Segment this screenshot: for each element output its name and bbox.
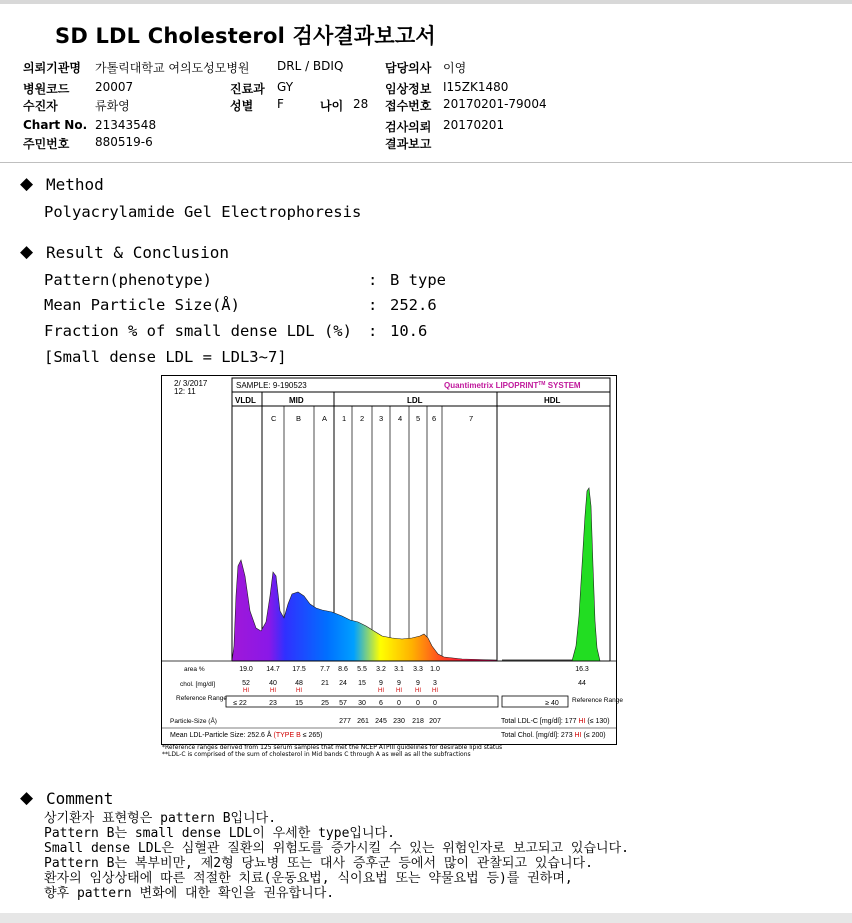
comment-line: 향후 pattern 변화에 대한 확인을 권유합니다. [44,886,335,901]
svg-text:3.2: 3.2 [376,666,386,673]
svg-text:48: 48 [295,680,303,687]
region-ldl: LDL [407,396,423,405]
svg-text:0: 0 [397,700,401,707]
svg-text:17.5: 17.5 [292,666,306,673]
svg-text:207: 207 [429,718,441,725]
comment-line: 상기환자 표현형은 pattern B입니다. [44,811,277,826]
pattern-sep: : [368,271,378,289]
svg-text:HI: HI [296,688,302,694]
report-label: 결과보고 [385,137,432,151]
report-title: SD LDL Cholesterol 검사결과보고서 [55,24,436,48]
svg-text:9: 9 [379,680,383,687]
request-value: 20170201 [443,118,505,132]
dept-code: DRL / BDIQ [277,59,344,73]
comment-line: Small dense LDL은 심혈관 질환의 위험도를 증가시킬 수 있는 위험인자로 보고되고 있습니다. [44,841,629,856]
svg-text:16.3: 16.3 [575,666,589,673]
chart-time: 12: 11 [174,387,196,396]
svg-text:24: 24 [339,680,347,687]
sex-label: 성별 [230,99,254,113]
svg-text:9: 9 [416,680,420,687]
clinical-info-label: 임상정보 [385,82,432,96]
svg-text:0: 0 [416,700,420,707]
patient-label: 수진자 [23,99,58,113]
svg-text:≤ 22: ≤ 22 [233,700,247,707]
svg-text:9: 9 [397,680,401,687]
region-hdl: HDL [544,396,561,405]
chol-values [242,680,586,687]
comment-line: Pattern B는 small dense LDL이 우세한 type입니다. [44,826,395,841]
band-label: 1 [342,414,347,423]
row-size-label: Particle-Size (Å) [170,718,217,725]
comment-line: Pattern B는 복부비만, 제2형 당뇨병 또는 대사 증후군 등에서 많이 관찰되고 있습니다. [44,856,593,871]
row-area-label: area % [184,666,205,673]
band-label: C [271,414,277,423]
hospital-code-label: 병원코드 [23,82,70,96]
patient-value: 류화영 [95,99,130,113]
lipoprint-svg [162,376,623,744]
svg-text:40: 40 [269,680,277,687]
doctor-value: 이영 [443,61,467,75]
pattern-value: B type [390,271,446,289]
chart-no-value: 21343548 [95,118,157,132]
comment-line: 환자의 임상상태에 따른 적절한 치료(운동요법, 식이요법 또는 약물요법 등)를 권하며, [44,871,573,886]
method-text: Polyacrylamide Gel Electrophoresis [44,203,362,221]
svg-text:245: 245 [375,718,387,725]
row-chol-label: chol. [mg/dl] [180,681,216,688]
svg-text:HI: HI [378,688,384,694]
particle-size-label: Mean Particle Size(Å) [44,296,240,314]
result-heading: Result & Conclusion [46,243,230,262]
resident-value: 880519-6 [95,135,153,149]
total-ldl: Total LDL-C [mg/dl]: 177 HI (≤ 130) [501,718,610,725]
receipt-value: 20170201-79004 [443,97,547,111]
svg-text:6: 6 [379,700,383,707]
hi-flags [243,688,438,694]
size-values [339,718,441,725]
chart-system-name: Quantimetrix LIPOPRINT™ SYSTEM [444,381,581,390]
pattern-label: Pattern(phenotype) [44,271,212,289]
chart-no-label: Chart No. [23,118,88,132]
chart-date: 2/ 3/2017 [174,379,208,388]
band-label: 6 [432,414,437,423]
clinic-label: 진료과 [230,82,265,96]
svg-text:23: 23 [269,700,277,707]
particle-size-sep: : [368,296,378,314]
svg-text:277: 277 [339,718,351,725]
svg-text:25: 25 [321,700,329,707]
age-value: 28 [353,97,369,111]
chart-sample: SAMPLE: 9-190523 [236,381,307,390]
svg-text:19.0: 19.0 [239,666,253,673]
svg-text:21: 21 [321,680,329,687]
lipoprotein-profile [232,560,497,661]
institution-value: 가톨릭대학교 여의도성모병원 [95,61,250,75]
total-chol: Total Chol. [mg/dl]: 273 HI (≤ 200) [501,732,606,739]
svg-text:15: 15 [358,680,366,687]
region-vldl: VLDL [235,396,256,405]
svg-text:218: 218 [412,718,424,725]
svg-text:HI: HI [415,688,421,694]
request-label: 검사의뢰 [385,120,432,134]
band-label: 7 [469,414,474,423]
comment-heading: Comment [46,789,114,808]
svg-text:30: 30 [358,700,366,707]
svg-text:230: 230 [393,718,405,725]
header-divider [0,162,852,163]
svg-text:44: 44 [578,680,586,687]
method-heading: Method [46,175,104,194]
hospital-code-value: 20007 [95,80,134,94]
svg-text:15: 15 [295,700,303,707]
mean-size: Mean LDL-Particle Size: 252.6 Å (TYPE B ≤ 265) [170,732,323,739]
svg-text:≥ 40: ≥ 40 [545,700,559,707]
svg-text:7.7: 7.7 [320,666,330,673]
svg-text:0: 0 [433,700,437,707]
page-top-border [0,0,852,4]
svg-text:1.0: 1.0 [430,666,440,673]
lipoprint-report-image [161,375,623,745]
svg-text:HI: HI [243,688,249,694]
clinic-value: GY [277,80,294,94]
svg-text:3.1: 3.1 [394,666,404,673]
svg-text:HI: HI [396,688,402,694]
region-mid: MID [289,396,304,405]
page-bottom-border [0,913,852,923]
receipt-label: 접수번호 [385,99,432,113]
row-ref-label-right: Reference Range [572,697,623,704]
sex-value: F [277,97,284,111]
svg-text:HI: HI [270,688,276,694]
hdl-peak [572,488,600,661]
svg-text:14.7: 14.7 [266,666,280,673]
resident-label: 주민번호 [23,137,70,151]
diamond-bullet-icon: ◆ [20,174,34,194]
particle-size-value: 252.6 [390,296,437,314]
svg-text:5.5: 5.5 [357,666,367,673]
diamond-bullet-icon: ◆ [20,788,34,808]
row-ref-label: Reference Range [176,695,227,702]
sdldl-fraction-sep: : [368,322,378,340]
chart-footnote-2: **LDL-C is comprised of the sum of cholesterol in Mid bands C through A as well as all the subfractions [162,751,471,758]
svg-text:3.3: 3.3 [413,666,423,673]
band-label: 3 [379,414,384,423]
area-values [239,666,589,673]
age-label: 나이 [320,99,344,113]
svg-text:52: 52 [242,680,250,687]
band-label: 4 [398,414,403,423]
svg-text:8.6: 8.6 [338,666,348,673]
svg-text:3: 3 [433,680,437,687]
chart-footnote-1: *Reference ranges derived from 125 serum samples that met the NCEP ATPIII guidelines for desirable lipid status [162,744,503,751]
doctor-label: 담당의사 [385,61,432,75]
band-label: 5 [416,414,421,423]
band-label: A [322,414,328,423]
sdldl-note: [Small dense LDL = LDL3~7] [44,348,287,366]
clinical-info-value: I15ZK1480 [443,80,509,94]
svg-text:57: 57 [339,700,347,707]
svg-text:HI: HI [432,688,438,694]
institution-label: 의뢰기관명 [23,61,81,75]
diamond-bullet-icon: ◆ [20,242,34,262]
sdldl-fraction-label: Fraction % of small dense LDL (%) [44,322,352,340]
sdldl-fraction-value: 10.6 [390,322,428,340]
band-label: 2 [360,414,365,423]
ref-values [233,700,559,707]
svg-text:261: 261 [357,718,369,725]
band-label: B [296,414,302,423]
